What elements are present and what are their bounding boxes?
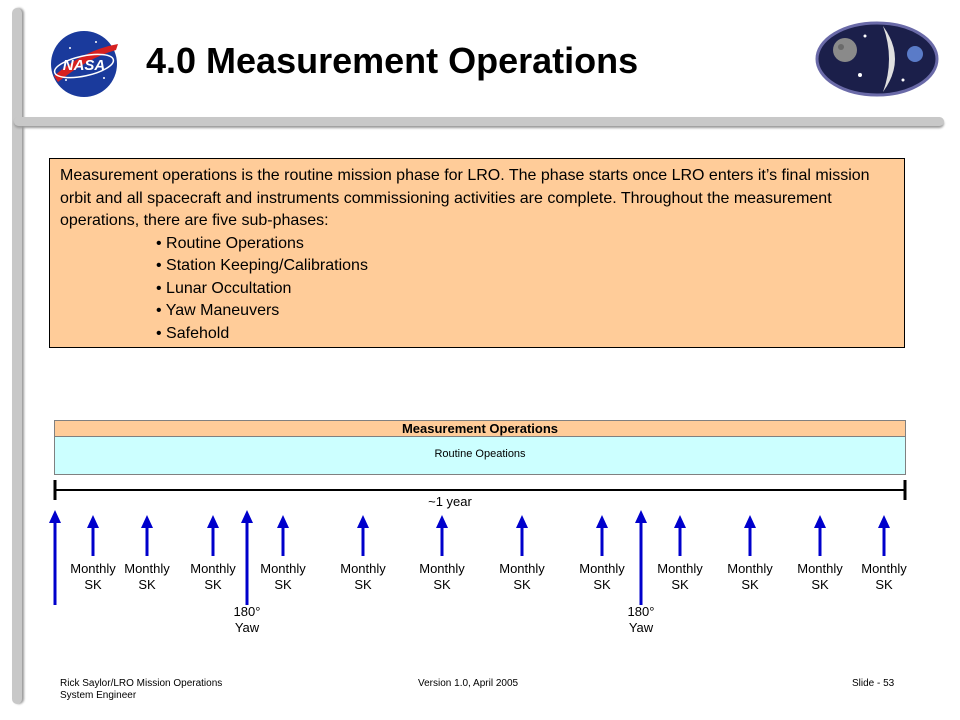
list-item: • Station Keeping/Calibrations (156, 255, 894, 278)
footer-author-line2: System Engineer (60, 690, 137, 701)
footer-slide-number: Slide - 53 (852, 678, 895, 689)
event-label-line: 180° (233, 604, 261, 619)
event-label-line: Monthly (657, 561, 703, 576)
slide-frame-horizontal (14, 117, 944, 126)
event-label-line: Monthly (70, 561, 116, 576)
event-label-line: SK (671, 577, 689, 592)
event-label-line: Monthly (797, 561, 843, 576)
list-item: • Yaw Maneuvers (156, 300, 894, 323)
event-label-line: Monthly (499, 561, 545, 576)
event-label-line: Monthly (419, 561, 465, 576)
monthly-sk-label (117, 561, 177, 593)
timeline-diagram (0, 470, 960, 640)
monthly-sk-arrow-head (516, 515, 528, 528)
monthly-sk-label (572, 561, 632, 593)
list-item: • Routine Operations (156, 233, 894, 256)
monthly-sk-arrow-head (436, 515, 448, 528)
event-label-line: SK (513, 577, 531, 592)
footer-author (60, 678, 222, 702)
start-arrow-head (49, 510, 61, 523)
monthly-sk-arrow-head (277, 515, 289, 528)
monthly-sk-label (790, 561, 850, 593)
event-label-line: Yaw (234, 620, 260, 635)
lro-mission-logo (815, 20, 940, 98)
list-item: • Safehold (156, 323, 894, 346)
monthly-sk-label (492, 561, 552, 593)
yaw-label (611, 604, 671, 636)
duration-label: ~1 year (428, 494, 472, 509)
monthly-sk-label (63, 561, 123, 593)
monthly-sk-arrow-head (87, 515, 99, 528)
monthly-sk-label (854, 561, 914, 593)
event-label-line: SK (433, 577, 451, 592)
event-label-line: SK (811, 577, 829, 592)
monthly-sk-arrow-head (596, 515, 608, 528)
event-label-line: Monthly (124, 561, 170, 576)
event-label-line: Monthly (861, 561, 907, 576)
event-label-line: SK (274, 577, 292, 592)
monthly-sk-label (412, 561, 472, 593)
monthly-sk-label (183, 561, 243, 593)
monthly-sk-arrow-head (674, 515, 686, 528)
monthly-sk-arrow-head (744, 515, 756, 528)
yaw-label (217, 604, 277, 636)
event-label-line: Yaw (628, 620, 654, 635)
yaw-arrow-head (241, 510, 253, 523)
event-label-line: Monthly (340, 561, 386, 576)
event-label-line: 180° (627, 604, 655, 619)
monthly-sk-arrow-head (207, 515, 219, 528)
monthly-sk-label (253, 561, 313, 593)
monthly-sk-arrow-head (878, 515, 890, 528)
yaw-arrow-head (635, 510, 647, 523)
footer-author-line1: Rick Saylor/LRO Mission Operations (60, 678, 223, 689)
event-label-line: SK (875, 577, 893, 592)
phase-title-bar: Measurement Operations (54, 420, 906, 437)
event-label-line: Monthly (260, 561, 306, 576)
nasa-logo (48, 28, 120, 100)
intro-paragraph: Measurement operations is the routine mission phase for LRO. The phase starts once LRO enters it’s final mission orbit and all spacecraft and instruments commissioning activities are complete. Throughout the measurement operations, there are five sub-phases: (60, 167, 870, 229)
event-label-line: SK (204, 577, 222, 592)
event-label-line: Monthly (727, 561, 773, 576)
subphase-list (60, 233, 894, 346)
event-label-line: SK (138, 577, 156, 592)
monthly-sk-label (720, 561, 780, 593)
event-label-line: SK (741, 577, 759, 592)
page-title: 4.0 Measurement Operations (146, 40, 639, 81)
monthly-sk-arrow-head (357, 515, 369, 528)
subphase-bar: Routine Opeations (54, 437, 906, 475)
event-label-line: Monthly (190, 561, 236, 576)
monthly-sk-label (333, 561, 393, 593)
monthly-sk-arrow-head (141, 515, 153, 528)
event-label-line: SK (354, 577, 372, 592)
event-label-line: SK (593, 577, 611, 592)
monthly-sk-label (650, 561, 710, 593)
event-label-line: SK (84, 577, 102, 592)
footer-version: Version 1.0, April 2005 (418, 678, 519, 689)
event-label-line: Monthly (579, 561, 625, 576)
nasa-logo-text: NASA (62, 57, 106, 74)
monthly-sk-arrow-head (814, 515, 826, 528)
intro-textbox (49, 158, 905, 348)
list-item: • Lunar Occultation (156, 278, 894, 301)
